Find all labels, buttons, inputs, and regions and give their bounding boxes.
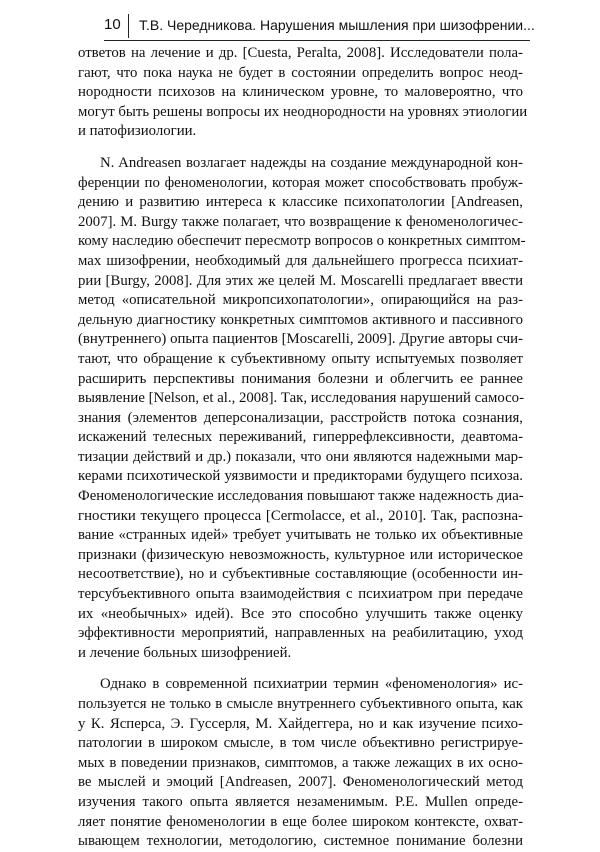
text-line: Однако в современной психиатрии термин «феноменология» ис-	[100, 676, 523, 693]
paragraph-gap	[78, 142, 523, 154]
text-line: мых в поведении признаков, симптомов, а также лежащих в их осно-	[78, 754, 523, 771]
text-line: у К. Ясперса, Э. Гуссерля, М. Хайдеггера, но и как изучение психо-	[78, 715, 523, 732]
text-line: искажений телесных переживаний, гиперрефлексивности, деавтома-	[78, 429, 523, 446]
page-header	[104, 12, 535, 41]
paragraph	[78, 154, 526, 663]
text-line: тизации действий и др.) показали, что они являются надежными мар-	[78, 448, 523, 465]
paragraph-gap	[78, 663, 523, 675]
text-line: 2007]. M. Burgy также полагает, что возвращение к феноменологичес-	[78, 213, 523, 230]
text-line: изучения такого опыта является незаменимым. P.E. Mullen опреде-	[78, 793, 523, 810]
header-divider	[128, 14, 129, 38]
text-line: и лечение больных шизофренией.	[78, 644, 292, 661]
text-line: Феноменологические исследования повышают также надежность диа-	[78, 488, 524, 505]
text-line: гностики текущего процесса [Cermolacce, et al., 2010]. Так, распозна-	[78, 507, 523, 524]
text-line: рии [Burgy, 2008]. Для этих же целей M. Moscarelli предлагает ввести	[78, 272, 523, 289]
paragraph	[78, 44, 528, 142]
text-line: ывающем технологии, методологию, системное понимание болезни	[78, 833, 523, 850]
text-line: дельную диагностику конкретных симптомов активного и пассивного	[78, 311, 523, 328]
text-line: выявление [Nelson, et al., 2008]. Так, исследования нарушений самосо-	[78, 390, 525, 407]
paragraph	[78, 675, 523, 851]
text-line: керами психотической уязвимости и предикторами будущего психоза.	[78, 468, 523, 485]
text-line: дению и развитию интереса к классике психопатологии [Andreasen,	[78, 194, 523, 211]
text-line: гают, что пока наука не будет в состоянии определить вопрос неод-	[78, 64, 523, 81]
text-line: патологии в широком смысле, в том числе объективно регистрируе-	[78, 735, 523, 752]
text-line: пользуется не только в смысле внутреннего субъективного опыта, как	[78, 696, 523, 712]
text-line: несоответствие), но и субъективные составляющие (особенности ин-	[78, 566, 523, 583]
text-line: их «необычных» идей). Все это способно улучшить также оценку	[78, 605, 523, 622]
text-line: ве мыслей и эмоций [Andreasen, 2007]. Феноменологический метод	[78, 774, 523, 791]
page-body	[78, 44, 528, 852]
text-line: знания (элементов деперсонализации, расстройств потока сознания,	[78, 409, 523, 426]
page-number: 10	[104, 16, 121, 33]
text-line: ответов на лечение и др. [Cuesta, Peralta, 2008]. Исследователи пола-	[78, 45, 523, 61]
text-line: N. Andreasen возлагает надежды на создание международной кон-	[100, 154, 523, 171]
text-line: признаки (физическую невозможность, культурное или историческое	[78, 546, 523, 563]
text-line: и патофизиологии.	[78, 123, 197, 140]
text-line: ляет понятие феноменологии в еще более широком контексте, охват-	[78, 813, 523, 830]
text-line: метод «описательной микропсихопатологии», опирающийся на раз-	[78, 292, 523, 309]
text-line: эффективности мероприятий, направленных на реабилитацию, уход	[78, 625, 523, 642]
text-line: нородности психозов на клиническом уровне, то маловероятно, что	[78, 84, 523, 101]
text-line: могут быть решены вопросы их неоднородности на уровнях этиологии	[78, 103, 528, 120]
text-line: терсубъективного опыта взаимодействия с психиатром при передаче	[78, 586, 523, 603]
text-line: вание «странных идей» требует учитывать не только их объективные	[78, 527, 523, 544]
text-line: тают, что обращение к субъективному опыту испытуемых позволяет	[78, 350, 523, 367]
text-line: (внутреннего) опыта пациентов [Moscarelli, 2009]. Другие авторы счи-	[78, 331, 523, 348]
text-line: мах шизофрении, необходимый для дальнейшего прогресса психиат-	[78, 252, 523, 269]
text-line: ференции по феноменологии, которая может способствовать пробуж-	[78, 174, 523, 191]
running-head: Т.В. Чередникова. Нарушения мышления при шизофрении...	[139, 17, 535, 33]
text-line: кому наследию обеспечит пересмотр вопросов о конкретных симптом-	[78, 233, 526, 250]
text-line: расширить перспективы понимания болезни и облегчить ее раннее	[78, 370, 523, 387]
